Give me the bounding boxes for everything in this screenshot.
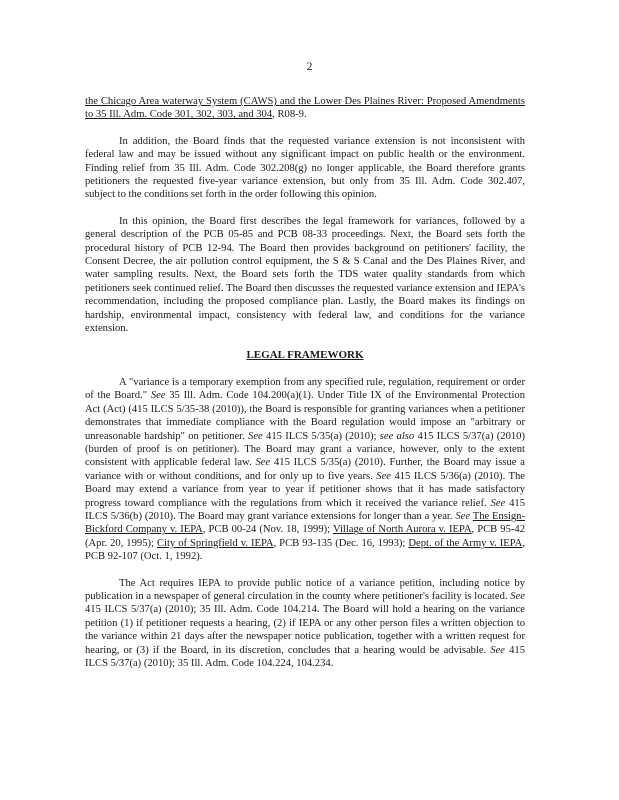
signal-see-also: see also (379, 430, 415, 442)
signal-see: See (150, 390, 166, 402)
document-body (85, 95, 525, 683)
sentence: 415 ILCS 5/35(a) (2010); (266, 430, 377, 442)
case-name: City of Springfield v. IEPA (156, 537, 274, 549)
paragraph-variance-finding: In addition, the Board finds that the requested variance extension is not inconsistent with federal law and may be issued without any significant impact on public health or the environment. Finding relief from 35 Ill. Adm. Code 302.208(g) no longer applicable, the Board therefore grants petitioners the requested five-year variance extension, but only from 35 Ill. Adm. Code 302.407, subject to the conditions set forth in the order following this opinion. (85, 135, 525, 201)
case-name: Village of North Aurora v. IEPA (332, 524, 472, 536)
sentence: 415 ILCS 5/35(a) (2010). Further, the Board may issue a variance with or without conditions, and for only up to five years. (85, 457, 525, 482)
sentence: 415 ILCS 5/36(a) (2010). The Board may extend a variance from year to year if petitioner shows that it has made satisfactory progress toward compliance with the regulations from which it received the variance relief. (85, 470, 525, 509)
paragraph-opinion-outline: In this opinion, the Board first describes the legal framework for variances, followed by a general description of the PCB 05-85 and PCB 08-33 proceedings. Next, the Board sets forth the procedural history of PCB 12-94. The Board then provides background on petitioners' facility, the Consent Decree, the air pollution control equipment, the S & S Canal and the Des Plaines River, and water sampling results. Next, the Board sets forth the TDS water quality standards from which petitioners seek continued relief. The Board then discusses the requested variance extension and IEPA's recommendation, including the proposed compliance plan. Lastly, the Board makes its findings on hardship, environmental impact, consistency with federal law, and conditions for the variance extension. (85, 215, 525, 335)
signal-see: See (248, 430, 263, 442)
sentence: 415 ILCS 5/37(a) (2010); 35 Ill. Adm. Code 104.224, 104.234. (85, 644, 525, 670)
citation: , PCB 95-42 (Apr. 20, 1995); (85, 524, 525, 549)
signal-see: See (376, 470, 391, 482)
sentence: A "variance is a temporary exemption from any specified rule, regulation, requirement or order of the Board." (85, 376, 525, 402)
section-heading: LEGAL FRAMEWORK (246, 348, 364, 361)
citation: , PCB 92-107 (Oct. 1, 1992). (85, 537, 525, 563)
signal-see: See (255, 457, 271, 469)
continued-paragraph (85, 95, 525, 122)
signal-see: See (510, 591, 525, 602)
sentence: 415 ILCS 5/37(a) (2010); 35 Ill. Adm. Code 104.214. The Board will hold a hearing on the variance petition (1) if petitioner requests a hearing, (2) if IEPA or any other person files a written objection to the variance within 21 days after the newspaper notice publication, together with a written request for hearing, or (3) if the Board, in its discretion, concludes that a hearing would be advisable. (85, 604, 525, 656)
signal-see: See (490, 644, 506, 656)
case-citation-title: the Chicago Area waterway System (CAWS) and the Lower Des Plaines River: Proposed Amendments to 35 Ill. Adm. Code 301, 302, 303, and 304 (85, 96, 525, 121)
sentence: 415 ILCS 5/36(b) (2010). The Board may grant variance extensions for longer than a year. (85, 497, 525, 522)
sentence: The Act requires IEPA to provide public notice of a variance petition, including notice by publication in a newspaper of general circulation in the county where petitioner's facility is located. (85, 577, 525, 602)
sentence: 35 Ill. Adm. Code 104.200(a)(1). Under Title IX of the Environmental Protection Act (Act) (415 ILCS 5/35-38 (2010)), the Board is responsible for granting variances when a petitioner demonstrates that immediate compliance with the Board regulation would impose an "arbitrary or unreasonable hardship" on petitioner. (85, 390, 526, 442)
signal-see: See (490, 497, 506, 509)
case-name: Dept. of the Army v. IEPA (408, 537, 523, 549)
citation-tail: , R08-9. (272, 109, 307, 121)
page-number: 2 (306, 61, 313, 73)
case-name: The Ensign-Bickford Company v. IEPA (85, 510, 526, 536)
paragraph-legal-framework (85, 376, 525, 564)
citation: , PCB 93-135 (Dec. 16, 1993); (273, 537, 406, 549)
sentence: 415 ILCS 5/37(a) (2010) (burden of proof is on petitioner). The Board may grant a variance, however, only to the extent consistent with applicable federal law. (85, 430, 525, 469)
paragraph-public-notice (85, 577, 525, 671)
citation: , PCB 00-24 (Nov. 18, 1999); (202, 524, 331, 536)
signal-see: See (455, 510, 471, 522)
